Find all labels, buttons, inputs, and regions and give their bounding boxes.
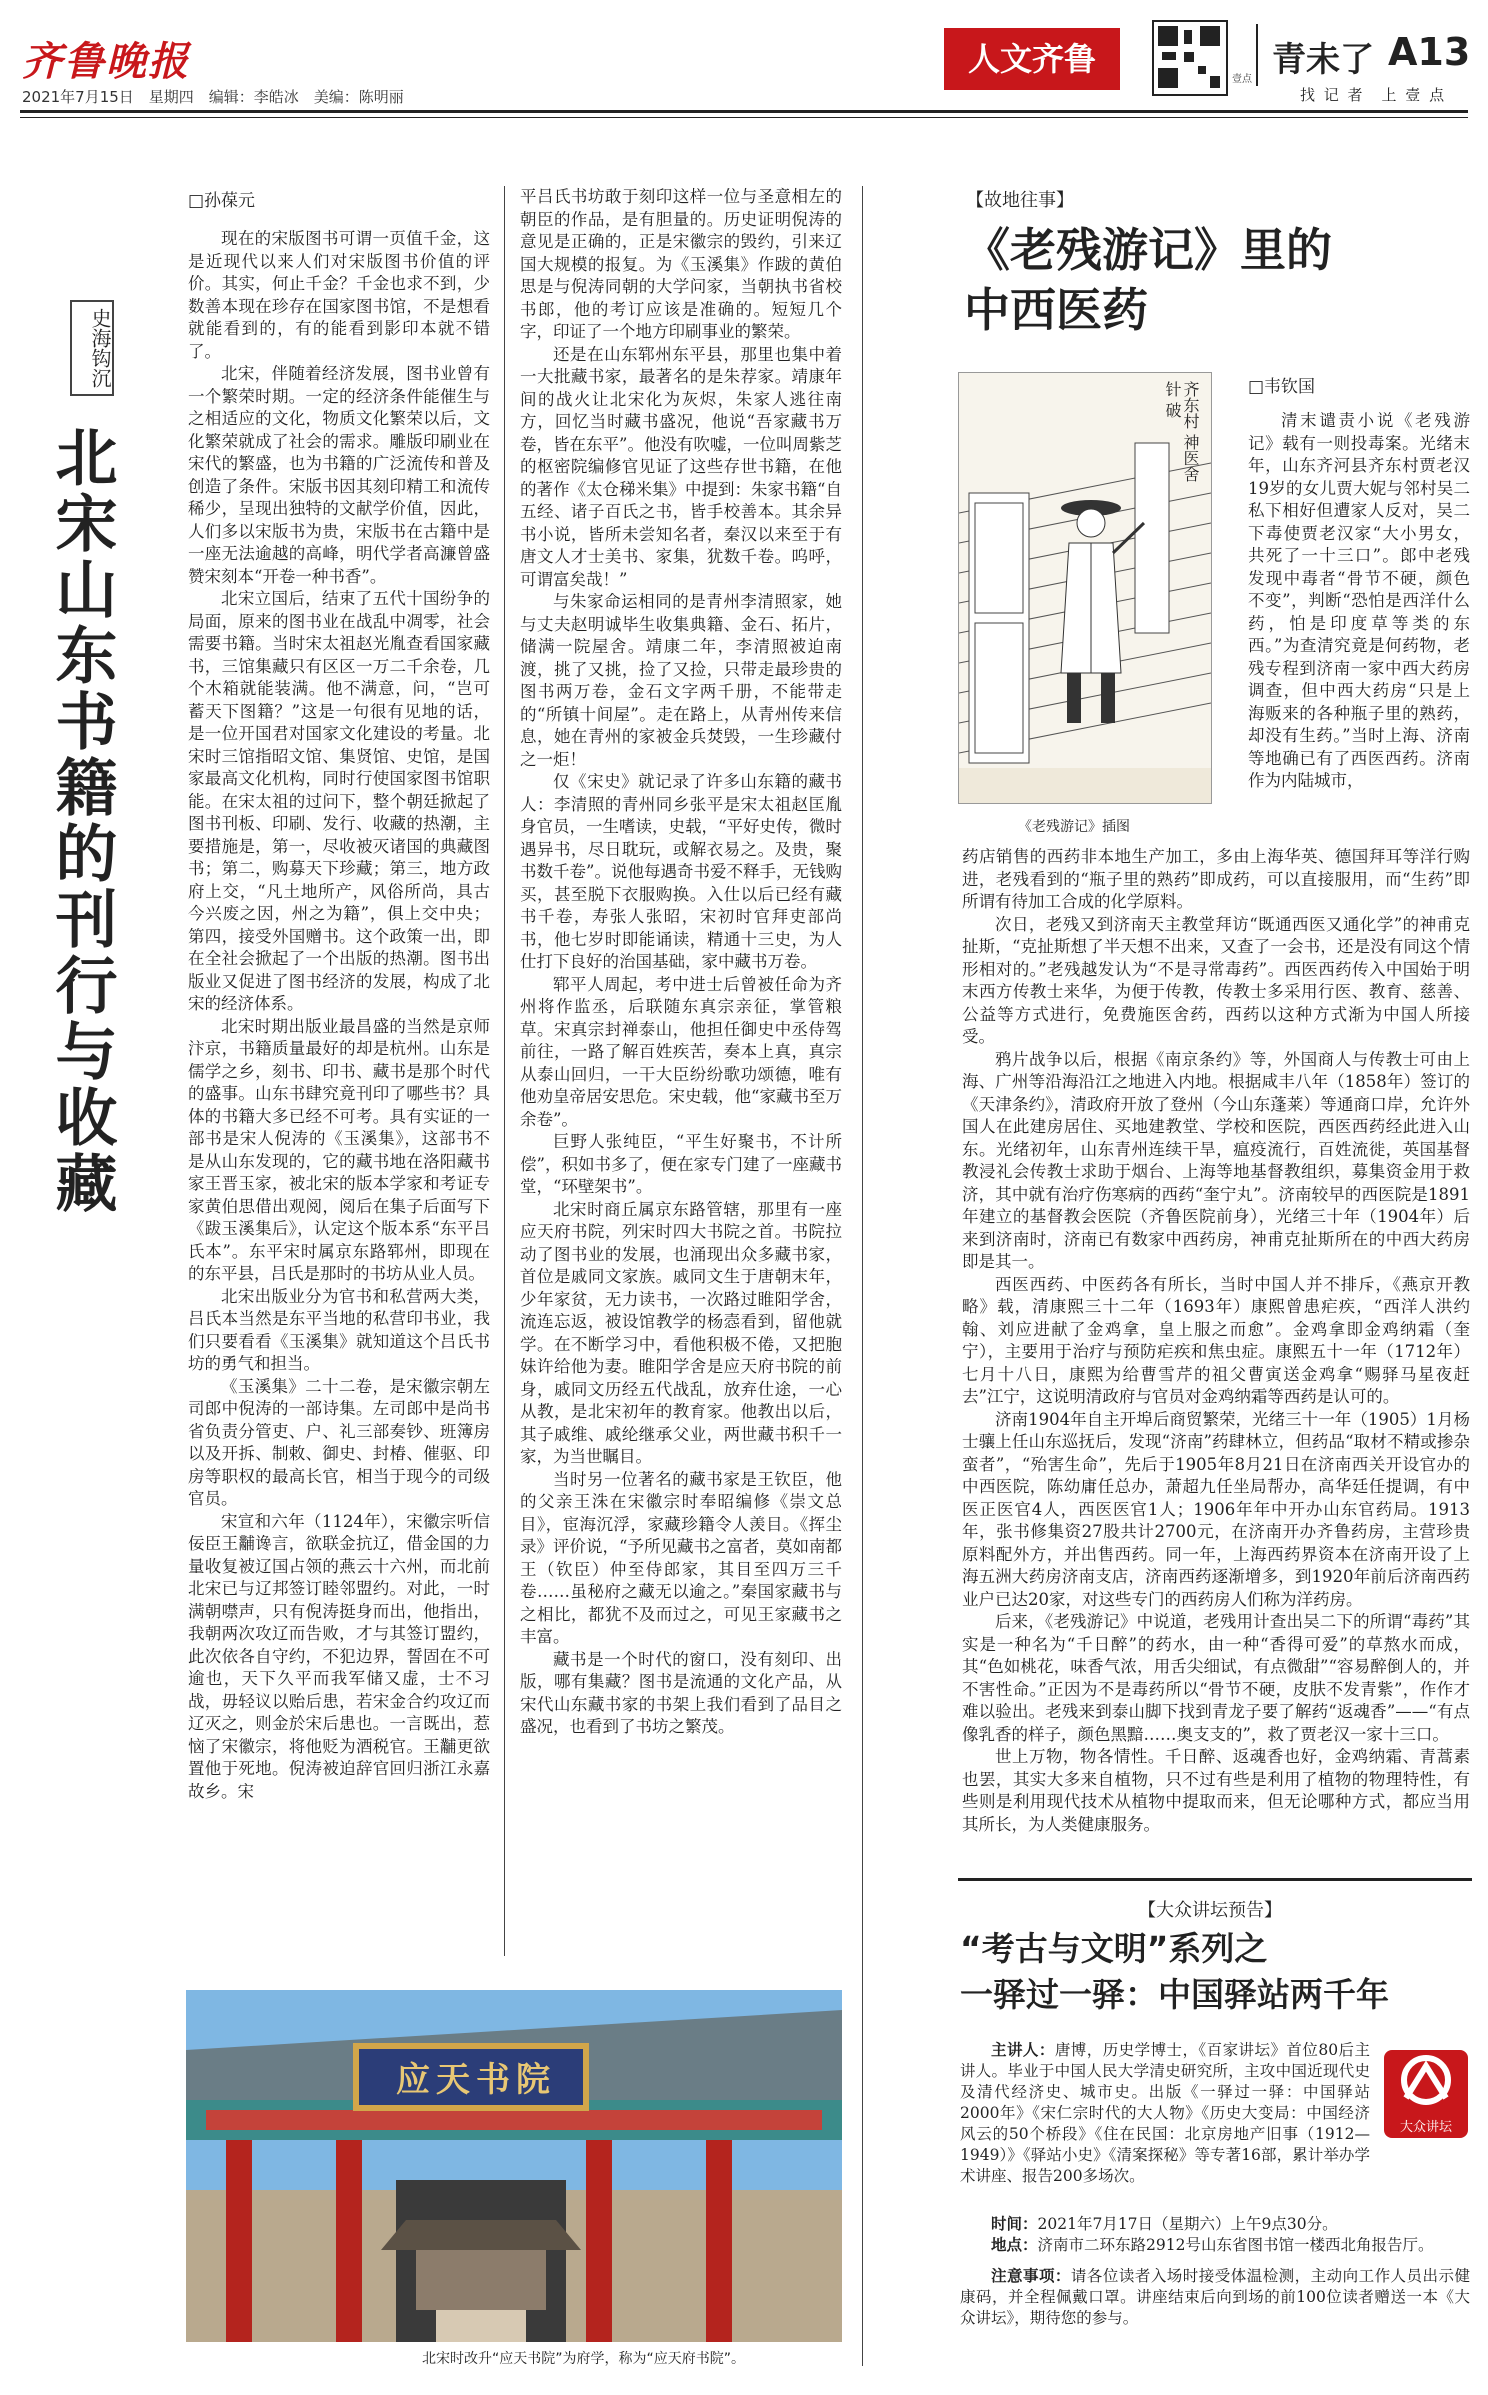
forum-details: [960, 2214, 1470, 2329]
speaker-bio: 唐博，历史学博士，《百家讲坛》首位80后主讲人。毕业于中国人民大学清史研究所，主攻中国近现代史及清代经济史、城市史。出版《一驿过一驿：中国驿站2000年》《宋仁宗时代的大人物》《历史大变局：中国经济风云的50个桥段》《住在民国：北京房地产旧事（1912—1949）》《驿站小史》《清案探秘》等专著16部，累计举办学术讲座、报告200多场次。: [960, 2041, 1370, 2185]
page-name: 青未了: [1272, 40, 1374, 80]
paragraph: 药店销售的西药非本地生产加工，多由上海华英、德国拜耳等洋行购进，老残看到的“瓶子里的熟药”即成药，可以直接服用，而“生药”即所谓有待加工合成的化学原料。: [962, 847, 1470, 911]
section-rule: [958, 1878, 1472, 1881]
paragraph: 与朱家命运相同的是青州李清照家，她与丈夫赵明诚毕生收集典籍、金石、拓片，储满一院屋舍。靖康二年，李清照被迫南渡，挑了又挑，捡了又捡，只带走最珍贵的图书两万卷，金石文字两千册，不能带走的“所镇十间屋”。走在路上，从青州传来信息，她在青州的家被金兵焚毁，一生珍藏付之一炬！: [520, 592, 842, 769]
plaque-text: 应天书院: [396, 2060, 556, 2100]
paragraph: 平吕氏书坊敢于刻印这样一位与圣意相左的朝臣的作品，是有胆量的。历史证明倪涛的意见是正确的，正是宋徽宗的毁约，引来辽国大规模的报复。为《玉溪集》作跋的黄伯思是与倪涛同朝的大学问家，当朝执书省校书郎，他的考订应该是准确的。短短几个字，印证了一个地方印刷事业的繁荣。: [520, 187, 842, 341]
forum-logo: [1384, 2050, 1468, 2138]
forum-tag: 【大众讲坛预告】: [1138, 1900, 1282, 1921]
paragraph: 世上万物，物各情性。千日醉、返魂香也好，金鸡纳霜、青蒿素也罢，其实大多来自植物，只不过有些是利用了植物的物理特性，有些则是利用现代技术从植物中提取而来，但无论哪种方式，都应当用其所长，为人类健康服务。: [962, 1747, 1470, 1834]
qr-label: 壹点: [1232, 74, 1252, 85]
forum-logo-text: 大众讲坛: [1399, 2120, 1452, 2135]
paragraph: 藏书是一个时代的窗口，没有刻印、出版，哪有集藏？图书是流通的文化产品，从宋代山东藏书家的书架上我们看到了品目之盛况，也看到了书坊之繁茂。: [520, 1649, 842, 1736]
date-line: 2021年7月15日 星期四 编辑：李皓冰 美编：陈明丽: [22, 88, 404, 106]
photo-caption: 北宋时改升“应天书院”为府学，称为“应天府书院”。: [422, 2351, 746, 2367]
illustration-inscription: 齐东村 神医舍 针 破: [1163, 381, 1200, 483]
column-tag: 史海钩沉: [70, 300, 114, 396]
article-column-1: [188, 228, 490, 1958]
article-column-2: [520, 186, 842, 1956]
article-title-line-2: 中西医药: [964, 283, 1148, 337]
paragraph: 巨野人张纯臣，“平生好聚书，不计所偿”，积如书多了，便在家专门建了一座藏书堂，“环壁架书”。: [520, 1132, 842, 1196]
forum-title-line-1: “考古与文明”系列之: [960, 1929, 1268, 1968]
academy-photo-drawing: [186, 1990, 842, 2342]
column-divider: [504, 186, 505, 1956]
header-rule-thin: [20, 117, 1468, 118]
paragraph: 仅《宋史》就记录了许多山东籍的藏书人：李清照的青州同乡张平是宋太祖赵匡胤身官员，一生嗜读，史载，“平好史传，微时遇异书，尽日耽玩，或解衣易之。及贵，聚书数千卷”。说他每遇奇书爱不释手，无钱购买，甚至脱下衣服购换。入仕以后已经有藏书千卷，寿张人张昭，宋初时官拜吏部尚书，他七岁时即能诵读，精通十三史，为人仕打下良好的治国基础，家中藏书万卷。: [520, 772, 842, 971]
header-divider: [1256, 24, 1258, 86]
forum-title-line-2: 一驿过一驿：中国驿站两千年: [960, 1975, 1389, 2014]
section-tag: 人文齐鲁: [944, 28, 1120, 90]
forum-place: 济南市二环东路2912号山东省图书馆一楼西北角报告厅。: [1037, 2236, 1434, 2254]
reporter-line: 找 记 者 上 壹 点: [1300, 86, 1447, 104]
section-divider: [862, 186, 863, 2366]
article-author: □韦钦国: [1248, 377, 1316, 397]
page-number: A13: [1388, 30, 1471, 74]
article-author: □孙葆元: [188, 191, 256, 211]
forum-notice: 请各位读者入场时接受体温检测，主动向工作人员出示健康码，并全程佩戴口罩。讲座结束后向到场的前100位读者赠送一本《大众讲坛》，期待您的参与。: [960, 2267, 1470, 2327]
paragraph: 北宋出版业分为官书和私营两大类，吕氏本当然是东平当地的私营印书业，我们只要看看《玉溪集》就知道这个吕氏书坊的勇气和担当。: [188, 1286, 490, 1373]
illustration-caption: 《老残游记》插图: [1018, 819, 1130, 835]
paragraph: 济南1904年自主开埠后商贸繁荣，光绪三十一年（1905）1月杨士骧上任山东巡抚后，发现“济南”药肆林立，但药品“取材不精或掺杂蛮者”，“殆害生命”，先后于1905年8月21日在济南西关开设官办的中西医院，陈幼庸任总办，萧超九任坐局帮办，高华廷任提调，有中医正医官4人，西医医官1人；1906年年中开办山东官药局。1913年，张书修集资27股共计2700元，在济南开办齐鲁药房，主营珍贵原料配外方，并出售西药。同一年，上海西药界资本在济南开设了上海五洲大药房济南支店，济南西药逐渐增多，到1920年前后济南西药业户已达20家，对这些专门的西药房人们称为洋药房。: [962, 1409, 1470, 1609]
paragraph: 鸦片战争以后，根据《南京条约》等，外国商人与传教士可由上海、广州等沿海沿江之地进入内地。根据咸丰八年（1858年）签订的《天津条约》，清政府开放了登州（今山东蓬莱）等通商口岸，允许外国人在此建房居住、买地建教堂、学校和医院，西医西药经此进入山东。光绪初年，山东青州连续干旱，瘟疫流行，百姓流徙，英国基督教浸礼会传教士求助于烟台、上海等地基督教组织，募集资金用于救济，其中就有治疗伤寒病的西药“奎宁丸”。济南较早的西医院是1891年建立的基督教会医院（齐鲁医院前身），光绪三十年（1904年）后来到济南时，济南已有数家中西药房，神甫克扯斯所在的中西大药房即是其一。: [962, 1049, 1470, 1271]
column-tag: 【故地往事】: [966, 190, 1074, 211]
article-title: 北宋山东书籍的刊行与收藏: [45, 425, 118, 1217]
paragraph: 西医西药、中医药各有所长，当时中国人并不排斥，《燕京开教略》载，清康熙三十二年（1693年）康熙曾患疟疾，“西洋人洪约翰、刘应进献了金鸡拿，皇上服之而愈”。金鸡拿即金鸡纳霜（奎宁），主要用于治疗与预防疟疾和焦虫症。康熙五十一年（1712年）七月十八日，康熙为给曹雪芹的祖父曹寅送金鸡拿“赐驿马星夜赶去”江宁，这说明清政府与官员对金鸡纳霜等西药是认可的。: [962, 1274, 1470, 1406]
article-column-full: [962, 846, 1470, 1846]
forum-logo-icon: [1384, 2050, 1468, 2108]
notice-label: 注意事项：: [991, 2267, 1071, 2285]
speaker-label: 主讲人：: [991, 2041, 1055, 2059]
paragraph: 还是在山东郓州东平县，那里也集中着一大批藏书家，最著名的是朱荐家。靖康年间的战火让北宋化为灰烬，朱家人逃往南方，回忆当时藏书盛况，他说“吾家藏书万卷，皆在东平”。他没有吹嘘，一位叫周紫芝的枢密院编修官见证了这些存世书籍，在他的著作《太仓稊米集》中提到：朱家书籍“自五经、诸子百氏之书，皆手校善本。其余异书小说，皆所未尝知名者，秦汉以来至于有唐文人才士美书、家集，犹数千卷。呜呼，可谓富矣哉！”: [520, 344, 842, 589]
place-label: 地点：: [991, 2236, 1038, 2254]
paragraph: 北宋时商丘属京东路管辖，那里有一座应天府书院，列宋时四大书院之首。书院拉动了图书业的发展，也涌现出众多藏书家，首位是戚同文家族。戚同文生于唐朝末年，少年家贫，无力读书，一次路过睢阳学舍，流连忘返，被设馆教学的杨悫看到，留他就学。在不断学习中，看他积极不倦，又把胞妹许给他为妻。睢阳学舍是应天府书院的前身，戚同文历经五代战乱，放弃仕途，一心从教，是北宋初年的教育家。他教出以后，其子戚维、戚纶继承父业，两世藏书积千一家，为当世瞩目。: [520, 1199, 842, 1466]
header-rule: [20, 110, 1468, 113]
paragraph: 北宋，伴随着经济发展，图书业曾有一个繁荣时期。一定的经济条件能催生与之相适应的文化，物质文化繁荣以后，文化繁荣就成了社会的需求。雕版印刷业在宋代的繁盛，也为书籍的广泛流传和普及创造了条件。宋版书因其刻印精工和流传稀少，呈现出独特的文献学价值，因此，人们多以宋版书为贵，宋版书在古籍中是一座无法逾越的高峰，明代学者高濂曾盛赞宋刻本“开卷一种书香”。: [188, 364, 490, 586]
paragraph: 清末谴责小说《老残游记》载有一则投毒案。光绪末年，山东齐河县齐东村贾老汉19岁的女儿贾大妮与邻村吴二私下相好但遭家人反对，吴二下毒使贾老汉家“大小男女，共死了一十三口”。郎中老残发现中毒者“骨节不硬，颜色不变”，判断“恐怕是西洋什么药，怕是印度草等类的东西。”为查清究竟是何药物，老残专程到济南一家中西大药房调查，但中西大药房“只是上海贩来的各种瓶子里的熟药，却没有生药。”当时上海、济南等地确已有了西医西药。济南作为内陆城市，: [1248, 411, 1470, 790]
article-column-short: [1248, 410, 1470, 846]
paragraph: 后来，《老残游记》中说道，老残用计查出吴二下的所谓“毒药”其实是一种名为“千日醉”的药水，由一种“香得可爱”的草熬水而成，其“色如桃花，味香气浓，用舌尖细试，有点微甜”“容易醉倒人的，并不害性命。”正因为不是毒药所以“骨节不硬，皮肤不发青紫”，作作才难以验出。老残来到泰山脚下找到青龙子要了解药“返魂香”——“有点像乳香的样子，颜色黑黯……奥支支的”，救了贾老汉一家十三口。: [962, 1612, 1470, 1744]
paragraph: 北宋立国后，结束了五代十国纷争的局面，原来的图书业在战乱中凋零，社会需要书籍。当时宋太祖赵光胤查看国家藏书，三馆集藏只有区区一万二千余卷，几个木箱就能装满。他不满意，问，“岂可蓄天下图籍？”这是一句很有见地的话，是一位开国君对国家文化建设的考量。北宋时三馆指昭文馆、集贤馆、史馆，是国家最高文化机构，同时行使国家图书馆职能。在宋太祖的过问下，整个朝廷掀起了图书刊板、印刷、发行、收藏的热潮，主要措施是，第一，尽收被灭诸国的典藏图书；第二，购募天下珍藏；第三，地方政府上交，“凡土地所产，风俗所尚，具古今兴废之因，州之为籍”，俱上交中央；第四，接受外国赠书。这个政策一出，即在全社会掀起了一个出版的热潮。图书出版业又促进了图书经济的发展，构成了北宋的经济体系。: [188, 589, 490, 1013]
paragraph: 当时另一位著名的藏书家是王钦臣，他的父亲王洙在宋徽宗时奉昭编修《崇文总目》，宦海沉浮，家藏珍籍令人羡目。《挥尘录》评价说，“予所见藏书之富者，莫如南都王（钦臣）仲至侍郎家，其目至四万三千卷……虽秘府之藏无以逾之。”秦国家藏书与之相比，都犹不及而过之，可见王家藏书之丰富。: [520, 1469, 842, 1646]
forum-speaker: [960, 2040, 1370, 2187]
newspaper-logo: 齐鲁晚报: [22, 38, 190, 85]
paragraph: 北宋时期出版业最昌盛的当然是京师汴京，书籍质量最好的却是杭州。山东是儒学之乡，刻书、印书、藏书是那个时代的盛事。山东书肆究竟刊印了哪些书？具体的书籍大多已经不可考。具有实证的一部书是宋人倪涛的《玉溪集》，这部书不是从山东发现的，它的藏书地在洛阳藏书家王晋玉家，被北宋的版本学家和考证专家黄伯思借出观阅，阅后在集子后面写下《跋玉溪集后》，认定这个版本系“东平吕氏本”。东平宋时属京东路郓州，即现在的东平县，吕氏是那时的书坊从业人员。: [188, 1016, 490, 1283]
paragraph: 郓平人周起，考中进士后曾被任命为齐州将作监丞，后联随东真宗亲征，掌管粮草。宋真宗封禅泰山，他担任御史中丞侍驾前往，一路了解百姓疾苦，奏本上真，真宗从泰山回归，一干大臣纷纷歌功颂德，唯有他劝皇帝居安思危。宋史载，他“家藏书至万余卷”。: [520, 974, 842, 1129]
qr-code-icon[interactable]: [1152, 20, 1228, 96]
paragraph: 宋宣和六年（1124年），宋徽宗听信佞臣王黼谗言，欲联金抗辽，借金国的力量收复被辽国占领的燕云十六州，而北前北宋已与辽邦签订睦邻盟约。对此，一时满朝噤声，只有倪涛挺身而出，他指出，我朝两次攻辽而告败，才与其签订盟约，此次依各自守约，不犯边界，誓固在不可逾也，天下久平而我军储又虚，士不习战，毋轻议以贻后患，若宋金合约攻辽而辽灭之，则金於宋后患也。一言既出，惹恼了宋徽宗，将他贬为酒税官。王黼更欲置他于死地。倪涛被迫辞官回归浙江永嘉故乡。宋: [188, 1511, 490, 1801]
illustration: [958, 372, 1212, 804]
time-label: 时间：: [991, 2215, 1038, 2233]
academy-photo: [186, 1990, 842, 2342]
paragraph: 次日，老残又到济南天主教堂拜访“既通西医又通化学”的神甫克扯斯，“克扯斯想了半天想不出来，又查了一会书，还是没有同这个情形相对的。”老残越发认为“不是寻常毒药”。西医西药传入中国始于明末西方传教士来华，为便于传教，传教士多采用行医、教育、慈善、公益等方式进行，免费施医舍药，西药以这种方式渐为中国人所接受。: [962, 914, 1470, 1046]
forum-time: 2021年7月17日（星期六）上午9点30分。: [1037, 2215, 1338, 2233]
article-title-line-1: 《老残游记》里的: [964, 223, 1332, 277]
paragraph: 《玉溪集》二十二卷，是宋徽宗朝左司郎中倪涛的一部诗集。左司郎中是尚书省负责分管吏、户、礼三部奏钞、班簿房以及开拆、制敕、御史、封椿、催驱、印房等职权的最高长官，相当于现今的司级官员。: [188, 1376, 490, 1508]
paragraph: 现在的宋版图书可谓一页值千金，这是近现代以来人们对宋版图书价值的评价。其实，何止千金？千金也求不到，少数善本现在珍存在国家图书馆，不是想看就能看到的，有的能看到影印本就不错了。: [188, 229, 490, 361]
